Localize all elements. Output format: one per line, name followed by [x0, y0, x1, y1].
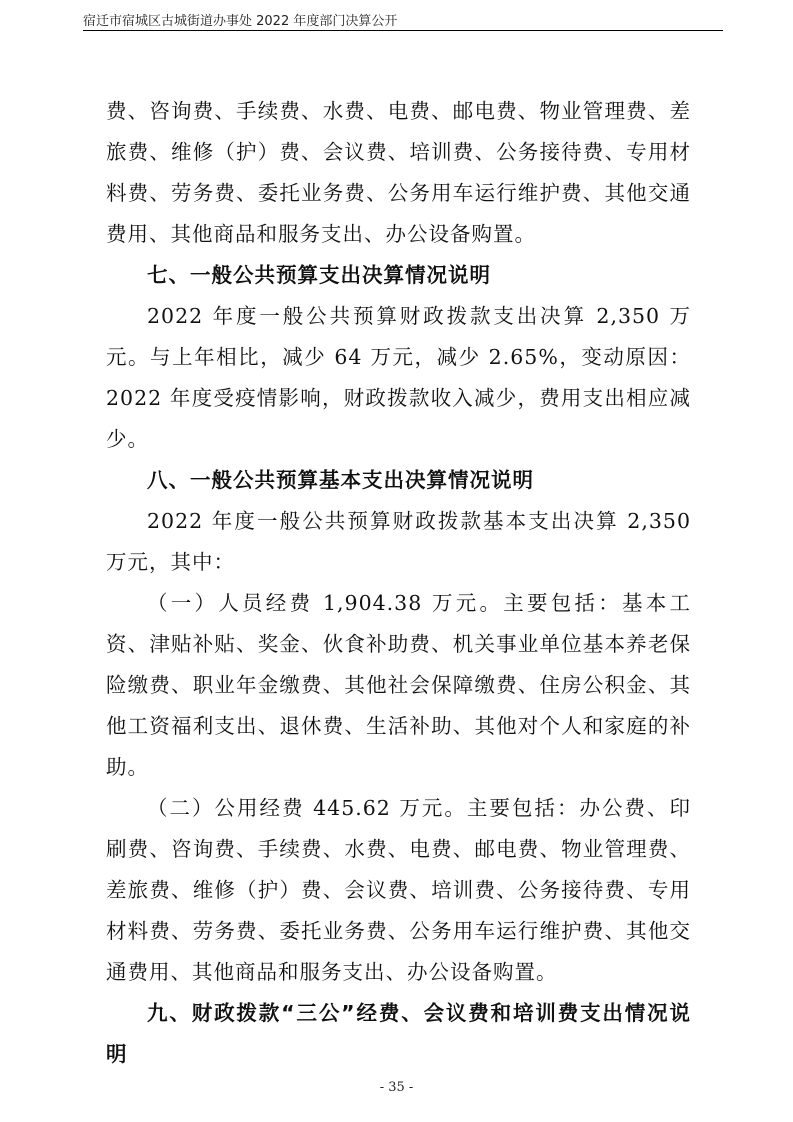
paragraph-section-7: 2022 年度一般公共预算财政拨款支出决算 2,350 万元。与上年相比，减少 64 万元，减少 2.65%，变动原因：2022 年度受疫情影响，财政拨款收入减少，费用支出相应减少。	[106, 304, 691, 451]
document-body	[106, 91, 691, 1075]
section-heading-7: 七、一般公共预算支出决算情况说明	[147, 263, 491, 287]
paragraph-personnel-expenses: （一）人员经费 1,904.38 万元。主要包括：基本工资、津贴补贴、奖金、伙食补助费、机关事业单位基本养老保险缴费、职业年金缴费、其他社会保障缴费、住房公积金、其他工资福利支出、退休费、生活补助、其他对个人和家庭的补助。	[106, 591, 691, 779]
section-heading-8: 八、一般公共预算基本支出决算情况说明	[147, 468, 534, 492]
paragraph-continued: 费、咨询费、手续费、水费、电费、邮电费、物业管理费、差旅费、维修（护）费、会议费、培训费、公务接待费、专用材料费、劳务费、委托业务费、公务用车运行维护费、其他交通费用、其他商品和服务支出、办公设备购置。	[106, 99, 691, 246]
paragraph-public-expenses: （二）公用经费 445.62 万元。主要包括：办公费、印刷费、咨询费、手续费、水费、电费、邮电费、物业管理费、差旅费、维修（护）费、会议费、培训费、公务接待费、专用材料费、劳务费、委托业务费、公务用车运行维护费、其他交通费用、其他商品和服务支出、办公设备购置。	[106, 796, 691, 984]
page-number: - 35 -	[379, 1080, 414, 1095]
page-header: 宿迁市宿城区古城街道办事处 2022 年度部门决算公开	[83, 14, 398, 29]
section-heading-9: 九、财政拨款“三公”经费、会议费和培训费支出情况说明	[106, 1001, 691, 1066]
paragraph-section-8: 2022 年度一般公共预算财政拨款基本支出决算 2,350 万元，其中：	[106, 509, 691, 574]
header-divider	[83, 30, 723, 31]
